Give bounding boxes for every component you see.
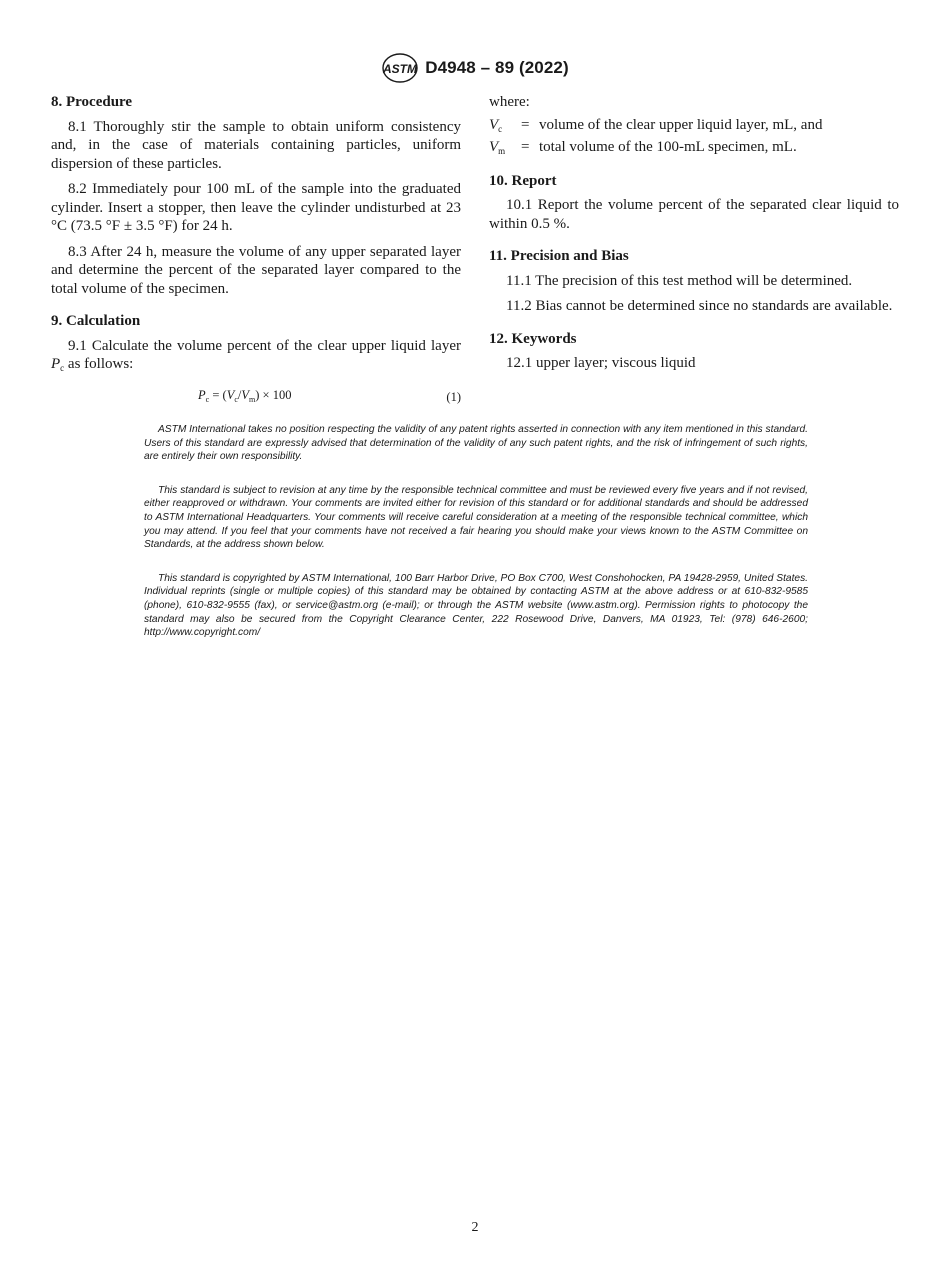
notice-patent-rights: ASTM International takes no position respecting the validity of any patent rights asserted in connection with any item mentioned in this standard. Users of this standard are expressly advised that determination of the validity of any such patent rights, and the risk of infringement of such rights, are entirely their own responsibility. (144, 424, 808, 463)
precision-bias-heading: 11. Precision and Bias (489, 248, 629, 264)
variable-definition: $V_c$ = volume of the clear upper liquid layer, mL, and (489, 116, 823, 134)
section-report (489, 172, 899, 234)
section-keywords (489, 330, 899, 373)
calculation-where-block (489, 93, 899, 160)
astm-logo-icon (381, 52, 419, 84)
equation-body: $P_c = (V_c/V_m) \times 100$ (198, 387, 292, 404)
paragraph-12-1: 12.1 upper layer; viscous liquid (506, 355, 696, 371)
procedure-heading: 8. Procedure (51, 94, 133, 110)
keywords-heading: 12. Keywords (489, 330, 577, 347)
astm-logo-text: ASTM (383, 62, 418, 76)
variable-definition: $V_m$ = total volume of the 100-mL specimen, mL. (489, 138, 797, 156)
section-calculation (51, 312, 461, 409)
left-column (51, 93, 461, 423)
where-label: where: (489, 94, 530, 110)
paragraph-8-3: 8.3 After 24 h, measure the volume of any upper separated layer and determine the percent of the separated layer compared to the total volume of the specimen. (51, 243, 461, 297)
paragraph-9-1: 9.1 Calculate the volume percent of the clear upper liquid layer $P_c$ as follows: (51, 337, 461, 373)
legal-notices (144, 423, 808, 660)
paragraph-10-1: 10.1 Report the volume percent of the separated clear liquid to within 0.5 %. (489, 197, 899, 232)
right-column (489, 93, 899, 387)
equation-1 (51, 386, 461, 410)
standard-designation: D4948 – 89 (2022) (425, 58, 569, 77)
paragraph-8-2: 8.2 Immediately pour 100 mL of the sample into the graduated cylinder. Insert a stopper, then leave the cylinder undisturbed at 23 °C (73.5 °F ± 3.5 °F) for 24 h. (51, 181, 461, 234)
paragraph-8-1: 8.1 Thoroughly stir the sample to obtain uniform consistency and, in the case of materials containing particles, uniform dispersion of these particles. (51, 118, 461, 172)
section-precision-bias (489, 247, 899, 316)
paragraph-11-2: 11.2 Bias cannot be determined since no standards are available. (506, 298, 893, 314)
notice-revision: This standard is subject to revision at any time by the responsible technical committee and must be reviewed every five years and if not revised, either reapproved or withdrawn. Your comments are invited either for revision of this standard or for additional standards and should be addressed to ASTM International Headquarters. Your comments will receive careful consideration at a meeting of the responsible technical committee, which you may attend. If you feel that your comments have not received a fair hearing you should make your views known to the ASTM Committee on Standards, at the address shown below. (144, 484, 808, 551)
paragraph-11-1: 11.1 The precision of this test method will be determined. (506, 272, 853, 289)
notice-copyright: This standard is copyrighted by ASTM International, 100 Barr Harbor Drive, PO Box C700, West Conshohocken, PA 19428-2959, United States. Individual reprints (single or multiple copies) of this standard may be obtained by contacting ASTM at the above address or at 610-832-9585 (phone), 610-832-9555 (fax), or service@astm.org (e-mail); or through the ASTM website (www.astm.org). Permission rights to photocopy the standard may also be secured from the Copyright Clearance Center, 222 Rosewood Drive, Danvers, MA 01923, Tel: (978) 646-2600; http://www.copyright.com/ (144, 572, 808, 639)
calculation-heading: 9. Calculation (51, 313, 141, 329)
section-procedure (51, 93, 461, 298)
equation-number: (1) (446, 390, 461, 404)
page-header (0, 52, 950, 84)
page-number: 2 (471, 1220, 479, 1235)
report-heading: 10. Report (489, 172, 557, 189)
